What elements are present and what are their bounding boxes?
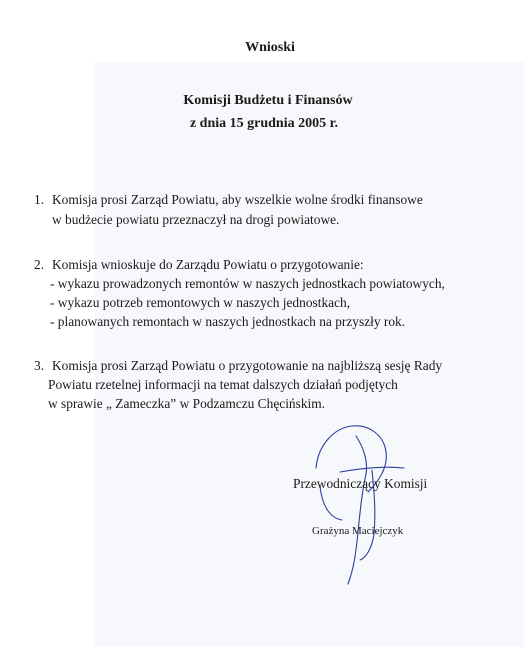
item-line: Komisja prosi Zarząd Powiatu o przygotowanie na najbliższą sesję Rady — [52, 358, 443, 373]
signature-strokes — [316, 426, 404, 584]
item-line: Powiatu rzetelnej informacji na temat dalszych działań podjętych — [48, 377, 398, 392]
item-number: 3. — [34, 358, 45, 373]
item-line: w budżecie powiatu przeznaczył na drogi powiatowe. — [52, 212, 340, 227]
document-date: z dnia 15 grudnia 2005 r. — [189, 116, 339, 131]
document-title: Wnioski — [245, 40, 295, 55]
item-line: Komisja wnioskuje do Zarządu Powiatu o przygotowanie: — [52, 257, 364, 272]
item-number: 1. — [34, 192, 45, 207]
item-number: 2. — [34, 257, 45, 272]
item-line: Komisja prosi Zarząd Powiatu, aby wszelkie wolne środki finansowe — [52, 192, 423, 207]
item-line: w sprawie „ Zameczka” w Podzamczu Chęcińskim. — [48, 396, 326, 411]
item-line: - planowanych remontach w naszych jednostkach na przyszły rok. — [50, 314, 406, 329]
chairperson-title: Przewodniczący Komisji — [293, 476, 428, 491]
item-line: - wykazu potrzeb remontowych w naszych jednostkach, — [50, 295, 351, 310]
chairperson-name: Grażyna Maciejczyk — [312, 525, 404, 537]
committee-name: Komisji Budżetu i Finansów — [183, 93, 353, 108]
item-line: - wykazu prowadzonych remontów w naszych jednostkach powiatowych, — [50, 276, 445, 291]
